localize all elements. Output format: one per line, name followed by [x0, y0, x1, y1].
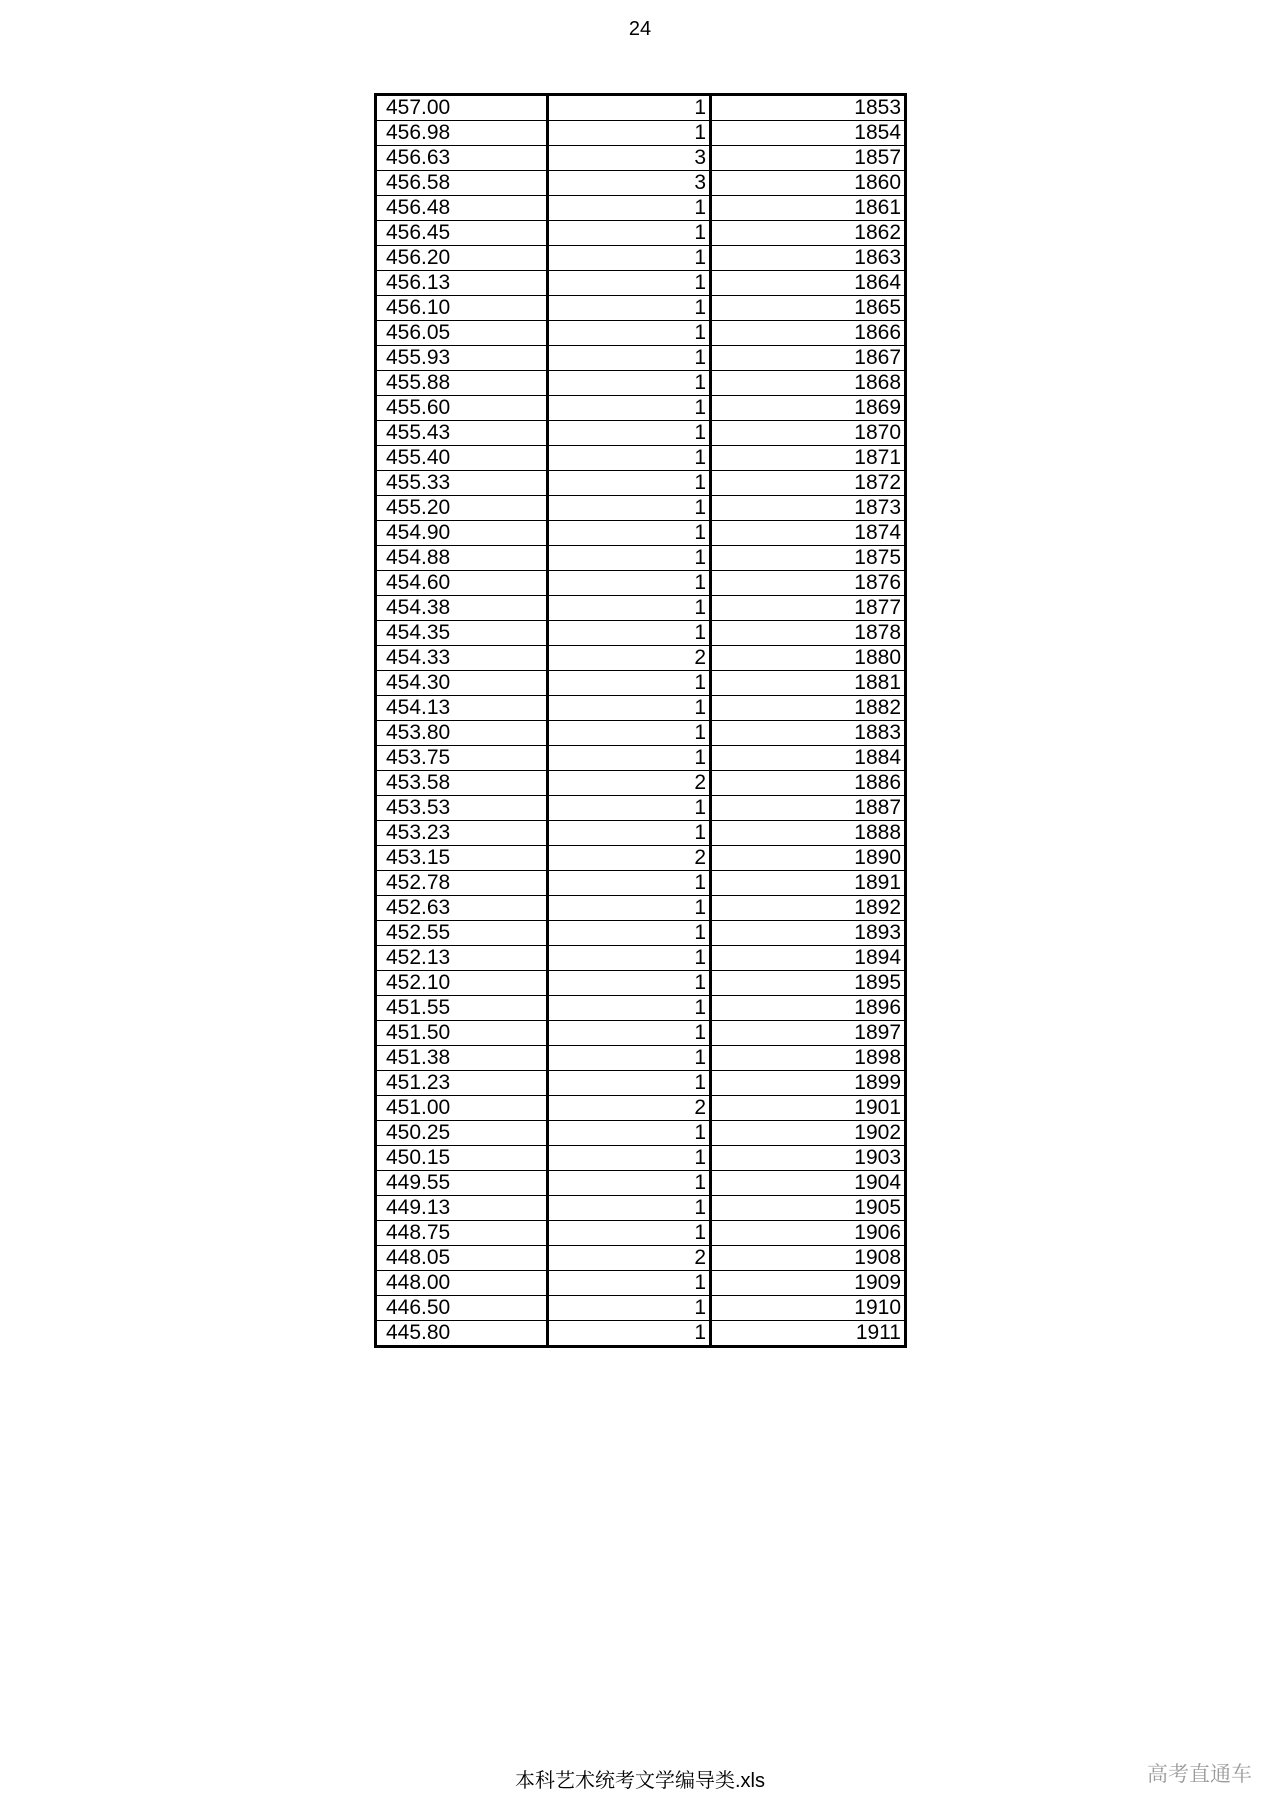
cumulative-cell: 1861 — [711, 196, 906, 221]
watermark-text: 高考直通车 — [1147, 1763, 1252, 1786]
count-cell: 1 — [548, 1146, 711, 1171]
count-cell: 3 — [548, 146, 711, 171]
cumulative-cell: 1898 — [711, 1046, 906, 1071]
count-cell: 3 — [548, 171, 711, 196]
table-row — [376, 821, 906, 846]
count-cell: 1 — [548, 271, 711, 296]
table-row — [376, 1246, 906, 1271]
score-cell: 452.78 — [376, 871, 548, 896]
table-row — [376, 321, 906, 346]
score-cell: 454.88 — [376, 546, 548, 571]
cumulative-cell: 1865 — [711, 296, 906, 321]
count-cell: 1 — [548, 496, 711, 521]
score-cell: 453.53 — [376, 796, 548, 821]
count-cell: 1 — [548, 1271, 711, 1296]
cumulative-cell: 1909 — [711, 1271, 906, 1296]
table-row — [376, 196, 906, 221]
table-row — [376, 1321, 906, 1347]
cumulative-cell: 1857 — [711, 146, 906, 171]
table-row — [376, 1121, 906, 1146]
table-row — [376, 146, 906, 171]
table-row — [376, 1296, 906, 1321]
count-cell: 1 — [548, 696, 711, 721]
count-cell: 1 — [548, 571, 711, 596]
cumulative-cell: 1895 — [711, 971, 906, 996]
count-cell: 1 — [548, 1221, 711, 1246]
table-row — [376, 121, 906, 146]
score-cell: 454.60 — [376, 571, 548, 596]
table-row — [376, 246, 906, 271]
page-number: 24 — [628, 18, 652, 40]
score-cell: 456.13 — [376, 271, 548, 296]
cumulative-cell: 1862 — [711, 221, 906, 246]
score-cell: 453.75 — [376, 746, 548, 771]
count-cell: 1 — [548, 971, 711, 996]
table-row — [376, 396, 906, 421]
table-row — [376, 896, 906, 921]
table-row — [376, 796, 906, 821]
cumulative-cell: 1883 — [711, 721, 906, 746]
table-row — [376, 1046, 906, 1071]
cumulative-cell: 1904 — [711, 1171, 906, 1196]
score-cell: 451.50 — [376, 1021, 548, 1046]
count-cell: 1 — [548, 121, 711, 146]
table-row — [376, 271, 906, 296]
table-row — [376, 1196, 906, 1221]
cumulative-cell: 1875 — [711, 546, 906, 571]
score-cell: 457.00 — [376, 95, 548, 121]
count-cell: 1 — [548, 821, 711, 846]
score-cell: 453.80 — [376, 721, 548, 746]
table-row — [376, 1271, 906, 1296]
cumulative-cell: 1887 — [711, 796, 906, 821]
cumulative-cell: 1890 — [711, 846, 906, 871]
cumulative-cell: 1880 — [711, 646, 906, 671]
score-cell: 452.10 — [376, 971, 548, 996]
count-cell: 1 — [548, 596, 711, 621]
table-row — [376, 571, 906, 596]
cumulative-cell: 1874 — [711, 521, 906, 546]
score-cell: 456.98 — [376, 121, 548, 146]
count-cell: 1 — [548, 1046, 711, 1071]
score-cell: 452.13 — [376, 946, 548, 971]
table-row — [376, 746, 906, 771]
cumulative-cell: 1899 — [711, 1071, 906, 1096]
count-cell: 1 — [548, 196, 711, 221]
cumulative-cell: 1863 — [711, 246, 906, 271]
count-cell: 1 — [548, 1296, 711, 1321]
cumulative-cell: 1902 — [711, 1121, 906, 1146]
cumulative-cell: 1893 — [711, 921, 906, 946]
score-cell: 451.00 — [376, 1096, 548, 1121]
table-row — [376, 1071, 906, 1096]
score-cell: 451.23 — [376, 1071, 548, 1096]
score-cell: 453.15 — [376, 846, 548, 871]
score-cell: 455.93 — [376, 346, 548, 371]
table-row — [376, 346, 906, 371]
count-cell: 1 — [548, 546, 711, 571]
table-row — [376, 996, 906, 1021]
table-row — [376, 1171, 906, 1196]
count-cell: 1 — [548, 1171, 711, 1196]
count-cell: 2 — [548, 1246, 711, 1271]
table-row — [376, 871, 906, 896]
count-cell: 2 — [548, 771, 711, 796]
table-row — [376, 971, 906, 996]
cumulative-cell: 1896 — [711, 996, 906, 1021]
count-cell: 1 — [548, 796, 711, 821]
score-cell: 454.13 — [376, 696, 548, 721]
table-row — [376, 596, 906, 621]
table-row — [376, 721, 906, 746]
count-cell: 1 — [548, 721, 711, 746]
score-cell: 448.75 — [376, 1221, 548, 1246]
score-cell: 456.45 — [376, 221, 548, 246]
count-cell: 1 — [548, 371, 711, 396]
cumulative-cell: 1884 — [711, 746, 906, 771]
score-cell: 454.30 — [376, 671, 548, 696]
count-cell: 1 — [548, 1121, 711, 1146]
count-cell: 1 — [548, 346, 711, 371]
table-row — [376, 1221, 906, 1246]
score-cell: 446.50 — [376, 1296, 548, 1321]
table-row — [376, 771, 906, 796]
count-cell: 1 — [548, 946, 711, 971]
cumulative-cell: 1911 — [711, 1321, 906, 1347]
count-cell: 1 — [548, 396, 711, 421]
score-cell: 451.55 — [376, 996, 548, 1021]
cumulative-cell: 1891 — [711, 871, 906, 896]
count-cell: 1 — [548, 421, 711, 446]
cumulative-cell: 1892 — [711, 896, 906, 921]
cumulative-cell: 1888 — [711, 821, 906, 846]
count-cell: 1 — [548, 1321, 711, 1347]
score-cell: 453.58 — [376, 771, 548, 796]
table-row — [376, 696, 906, 721]
count-cell: 1 — [548, 746, 711, 771]
count-cell: 1 — [548, 1021, 711, 1046]
score-cell: 456.63 — [376, 146, 548, 171]
cumulative-cell: 1878 — [711, 621, 906, 646]
count-cell: 1 — [548, 1071, 711, 1096]
count-cell: 1 — [548, 671, 711, 696]
cumulative-cell: 1869 — [711, 396, 906, 421]
table-row — [376, 921, 906, 946]
score-cell: 454.90 — [376, 521, 548, 546]
table-row — [376, 546, 906, 571]
score-cell: 456.05 — [376, 321, 548, 346]
score-cell: 445.80 — [376, 1321, 548, 1347]
score-cell: 449.55 — [376, 1171, 548, 1196]
count-cell: 1 — [548, 471, 711, 496]
count-cell: 1 — [548, 921, 711, 946]
cumulative-cell: 1877 — [711, 596, 906, 621]
table-row — [376, 296, 906, 321]
count-cell: 2 — [548, 1096, 711, 1121]
cumulative-cell: 1901 — [711, 1096, 906, 1121]
cumulative-cell: 1881 — [711, 671, 906, 696]
cumulative-cell: 1864 — [711, 271, 906, 296]
cumulative-cell: 1903 — [711, 1146, 906, 1171]
count-cell: 1 — [548, 95, 711, 121]
count-cell: 1 — [548, 521, 711, 546]
score-table — [374, 93, 907, 1348]
score-cell: 454.38 — [376, 596, 548, 621]
cumulative-cell: 1873 — [711, 496, 906, 521]
cumulative-cell: 1872 — [711, 471, 906, 496]
table-row — [376, 846, 906, 871]
score-cell: 456.48 — [376, 196, 548, 221]
cumulative-cell: 1868 — [711, 371, 906, 396]
cumulative-cell: 1905 — [711, 1196, 906, 1221]
score-cell: 451.38 — [376, 1046, 548, 1071]
cumulative-cell: 1853 — [711, 95, 906, 121]
count-cell: 2 — [548, 646, 711, 671]
table-row — [376, 446, 906, 471]
table-row — [376, 946, 906, 971]
cumulative-cell: 1870 — [711, 421, 906, 446]
cumulative-cell: 1894 — [711, 946, 906, 971]
count-cell: 1 — [548, 246, 711, 271]
count-cell: 1 — [548, 321, 711, 346]
table-row — [376, 95, 906, 121]
count-cell: 1 — [548, 996, 711, 1021]
count-cell: 1 — [548, 296, 711, 321]
score-cell: 450.15 — [376, 1146, 548, 1171]
count-cell: 1 — [548, 221, 711, 246]
score-cell: 456.58 — [376, 171, 548, 196]
score-cell: 452.55 — [376, 921, 548, 946]
count-cell: 1 — [548, 446, 711, 471]
score-cell: 455.43 — [376, 421, 548, 446]
count-cell: 1 — [548, 896, 711, 921]
footer-filename: 本科艺术统考文学编导类.xls — [515, 1770, 765, 1792]
cumulative-cell: 1866 — [711, 321, 906, 346]
cumulative-cell: 1886 — [711, 771, 906, 796]
cumulative-cell: 1871 — [711, 446, 906, 471]
table-row — [376, 1021, 906, 1046]
cumulative-cell: 1876 — [711, 571, 906, 596]
table-row — [376, 421, 906, 446]
score-cell: 455.60 — [376, 396, 548, 421]
score-cell: 452.63 — [376, 896, 548, 921]
table-row — [376, 521, 906, 546]
cumulative-cell: 1906 — [711, 1221, 906, 1246]
count-cell: 2 — [548, 846, 711, 871]
table-row — [376, 371, 906, 396]
score-cell: 454.35 — [376, 621, 548, 646]
cumulative-cell: 1910 — [711, 1296, 906, 1321]
table-body — [376, 95, 906, 1347]
table-row — [376, 221, 906, 246]
count-cell: 1 — [548, 871, 711, 896]
score-cell: 450.25 — [376, 1121, 548, 1146]
count-cell: 1 — [548, 1196, 711, 1221]
table-row — [376, 471, 906, 496]
table-row — [376, 646, 906, 671]
cumulative-cell: 1867 — [711, 346, 906, 371]
score-cell: 455.88 — [376, 371, 548, 396]
score-cell: 449.13 — [376, 1196, 548, 1221]
table-row — [376, 496, 906, 521]
table-row — [376, 621, 906, 646]
cumulative-cell: 1908 — [711, 1246, 906, 1271]
score-cell: 455.40 — [376, 446, 548, 471]
score-cell: 453.23 — [376, 821, 548, 846]
table-row — [376, 171, 906, 196]
score-cell: 448.00 — [376, 1271, 548, 1296]
cumulative-cell: 1897 — [711, 1021, 906, 1046]
table-row — [376, 671, 906, 696]
score-cell: 456.20 — [376, 246, 548, 271]
score-cell: 455.20 — [376, 496, 548, 521]
cumulative-cell: 1860 — [711, 171, 906, 196]
score-cell: 456.10 — [376, 296, 548, 321]
cumulative-cell: 1882 — [711, 696, 906, 721]
table-row — [376, 1096, 906, 1121]
score-cell: 454.33 — [376, 646, 548, 671]
score-cell: 455.33 — [376, 471, 548, 496]
cumulative-cell: 1854 — [711, 121, 906, 146]
score-cell: 448.05 — [376, 1246, 548, 1271]
table-row — [376, 1146, 906, 1171]
count-cell: 1 — [548, 621, 711, 646]
